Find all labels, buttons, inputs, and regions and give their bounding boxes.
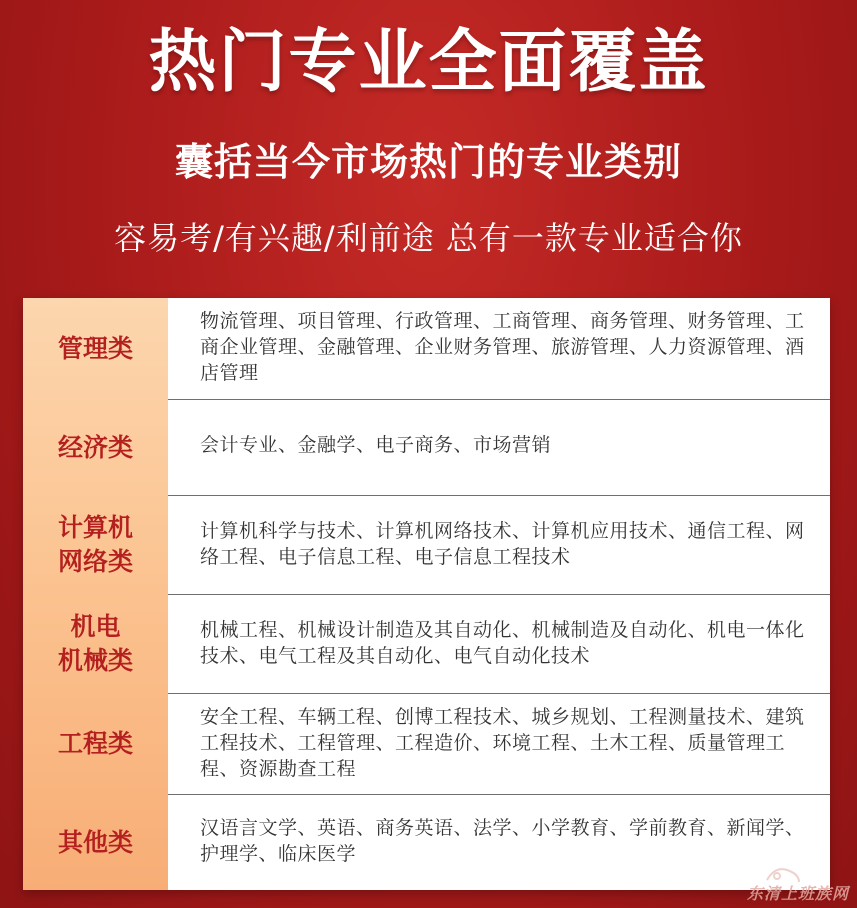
- category-label: 其他类: [57, 827, 133, 857]
- page-subtitle: 囊括当今市场热门的专业类别: [174, 140, 682, 184]
- category-label: 经济类: [57, 433, 133, 462]
- majors-table: [23, 298, 830, 890]
- majors-text: 计算机科学与技术、计算机网络技术、计算机应用技术、通信工程、网络工程、电子信息工程、电子信息工程技术: [200, 520, 805, 568]
- table-row-computer: [23, 496, 830, 594]
- watermark-text: 东清上班族网: [746, 884, 849, 903]
- table-row-engineering: [23, 694, 830, 794]
- table-row-economics: [23, 400, 830, 496]
- category-label: 计算机 网络类: [57, 513, 133, 576]
- category-label: 管理类: [57, 334, 133, 363]
- majors-text: 安全工程、车辆工程、创博工程技术、城乡规划、工程测量技术、建筑工程技术、工程管理、工程造价、环境工程、土木工程、质量管理工程、资源勘查工程: [200, 706, 805, 780]
- table-row-other: [23, 795, 830, 890]
- majors-text: 汉语言文学、英语、商务英语、法学、小学教育、学前教育、新闻学、护理学、临床医学: [200, 817, 805, 865]
- majors-text: 机械工程、机械设计制造及其自动化、机械制造及自动化、机电一体化技术、电气工程及其自动化、电气自动化技术: [200, 619, 805, 667]
- table-row-management: [23, 298, 830, 400]
- majors-text: 会计专业、金融学、电子商务、市场营销: [200, 434, 552, 456]
- table-row-mechanical: [23, 595, 830, 693]
- page-title: 热门专业全面覆盖: [148, 23, 709, 102]
- category-label: 工程类: [57, 729, 133, 758]
- category-label: 机电 机械类: [57, 612, 133, 675]
- majors-text: 物流管理、项目管理、行政管理、工商管理、商务管理、财务管理、工商企业管理、金融管理、企业财务管理、旅游管理、人力资源管理、酒店管理: [200, 310, 805, 384]
- page-tagline: 容易考/有兴趣/利前途 总有一款专业适合你: [114, 219, 743, 257]
